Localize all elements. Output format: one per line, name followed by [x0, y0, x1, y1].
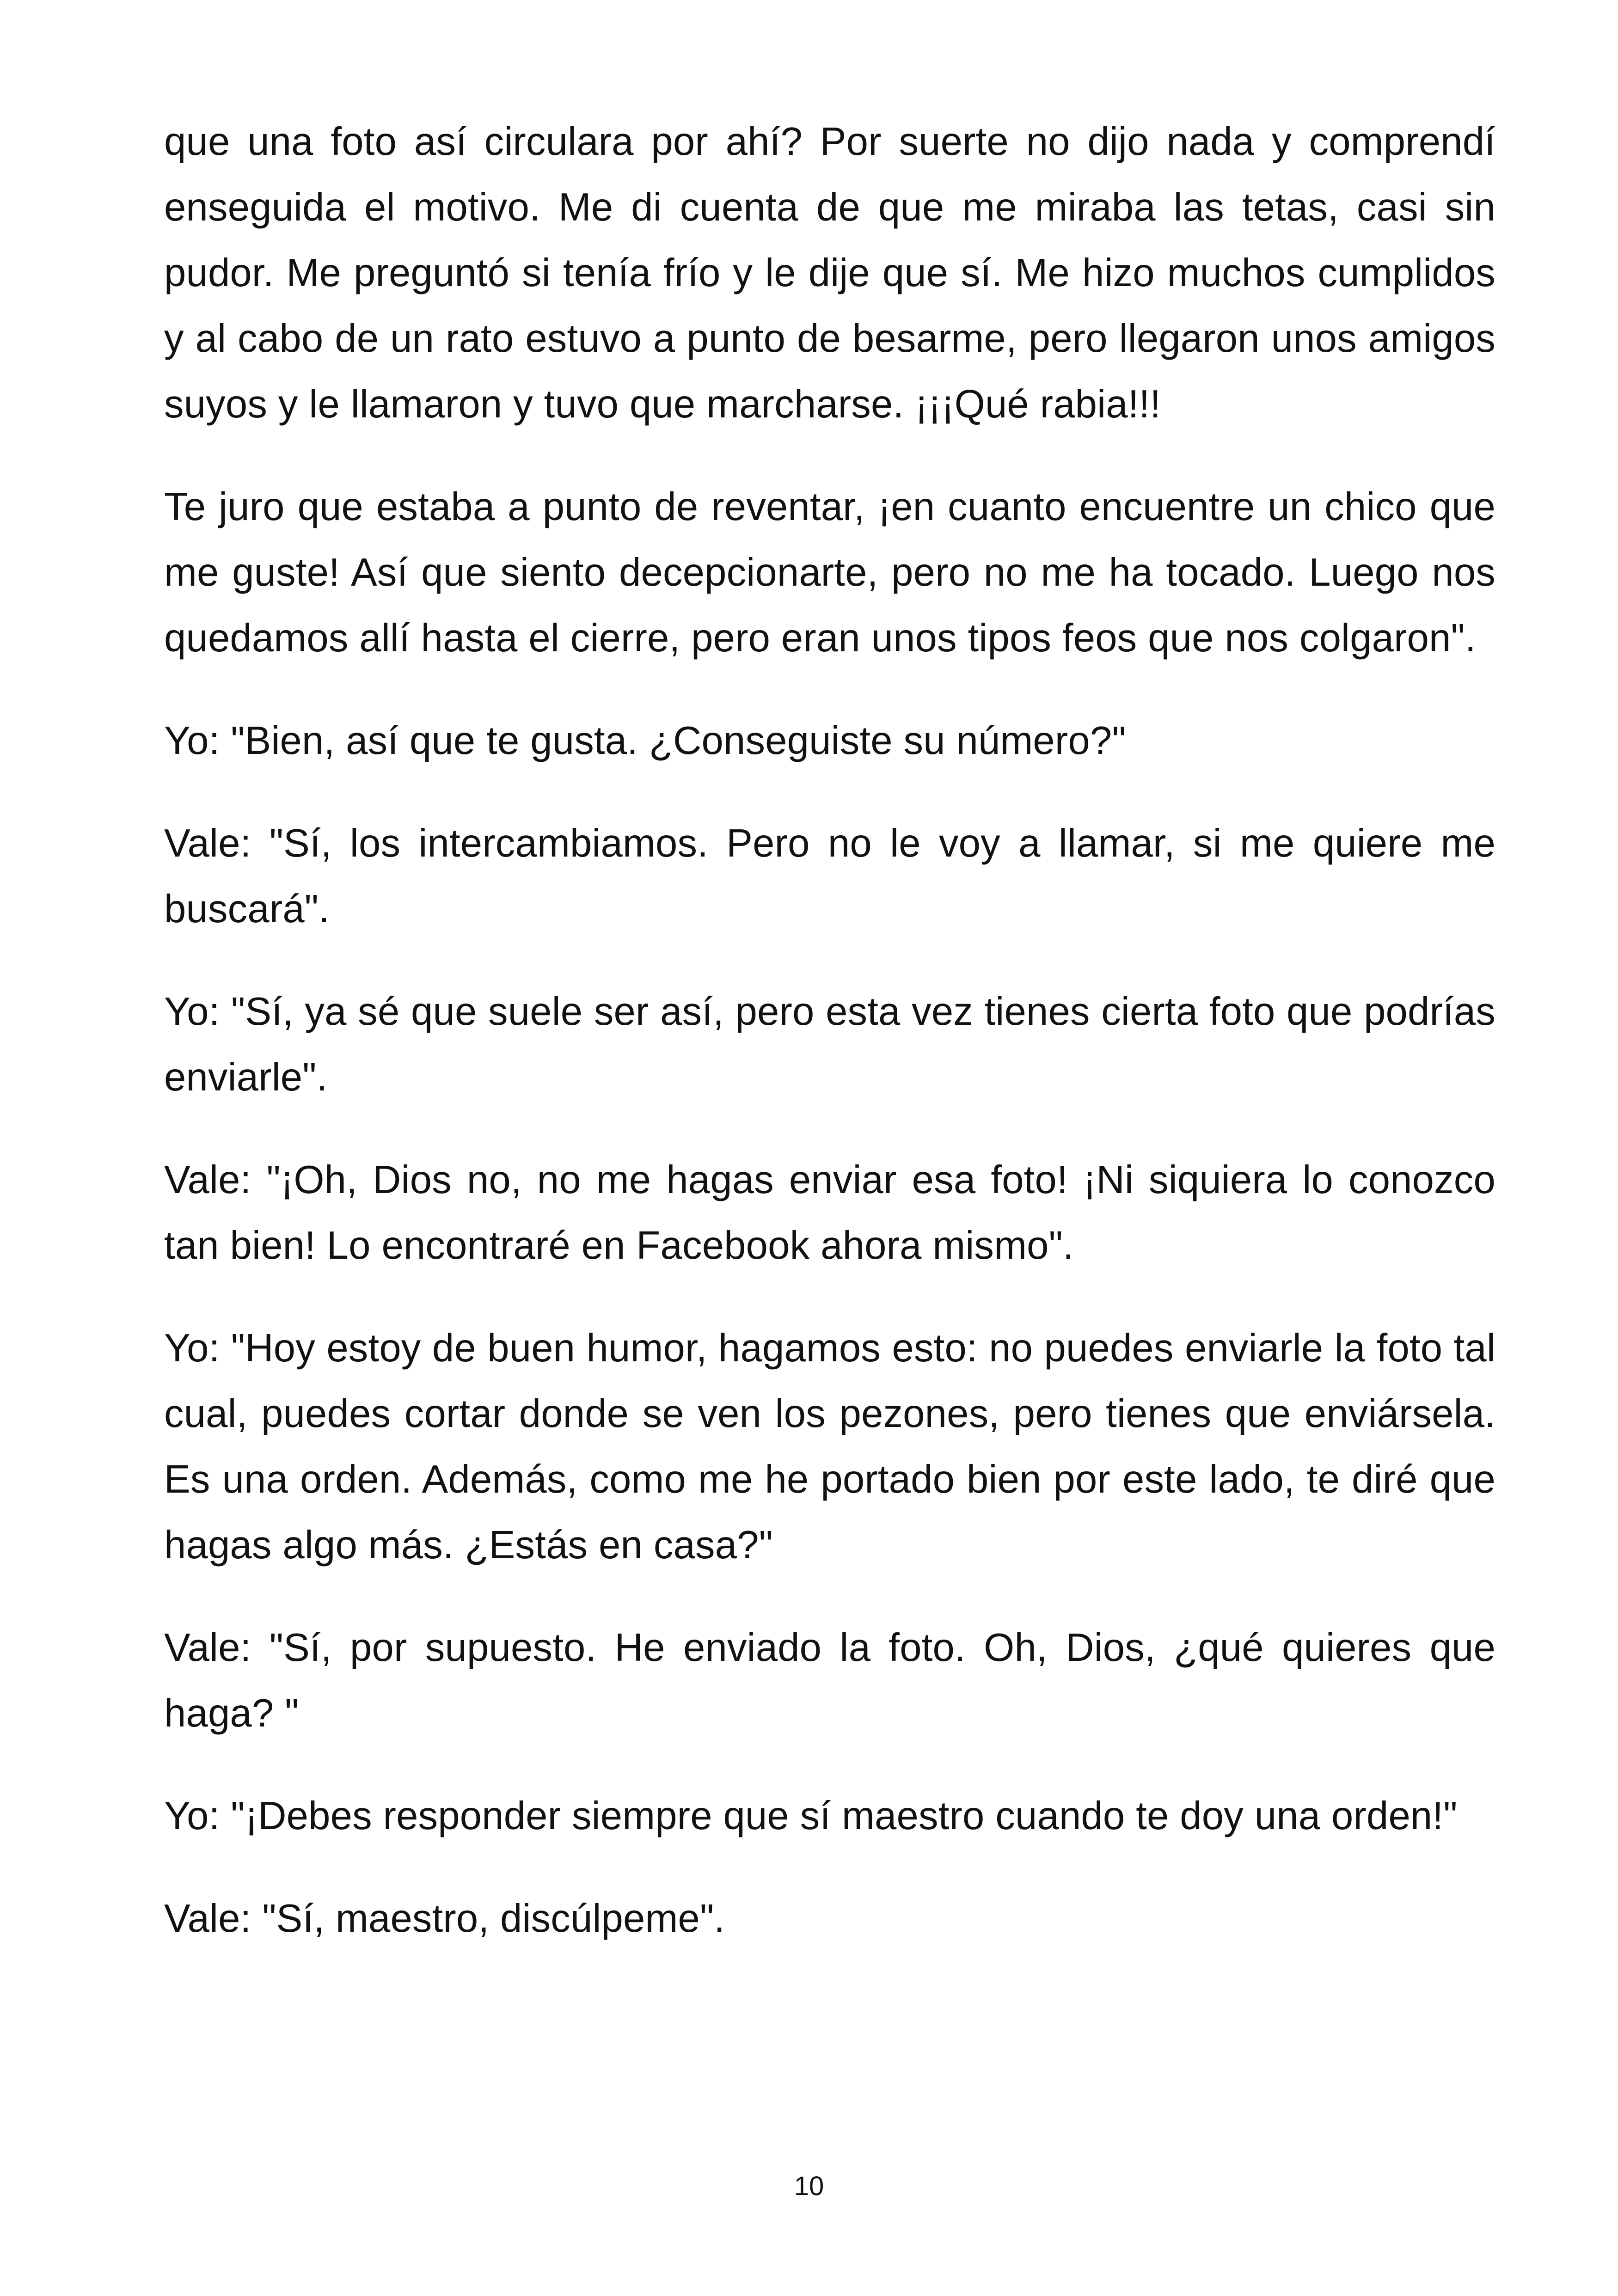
paragraph-8: Vale: "Sí, por supuesto. He enviado la foto. Oh, Dios, ¿qué quieres que haga? " [164, 1626, 1495, 1735]
paragraph-2: Te juro que estaba a punto de reventar, ¡en cuanto encuentre un chico que me guste! Así que siento decepcionarte, pero no me ha tocado. Luego nos quedamos allí hasta el cierre, pero eran unos tipos feos que nos colgaron". [164, 485, 1495, 660]
paragraph-5: Yo: "Sí, ya sé que suele ser así, pero esta vez tienes cierta foto que podrías enviarle". [164, 990, 1495, 1099]
page-number: 10 [794, 2171, 824, 2201]
paragraph-1: que una foto así circulara por ahí? Por suerte no dijo nada y comprendí enseguida el motivo. Me di cuenta de que me miraba las tetas, casi sin pudor. Me preguntó si tenía frío y le dije que sí. Me hizo muchos cumplidos y al cabo de un rato estuvo a punto de besarme, pero llegaron unos amigos suyos y le llamaron y tuvo que marcharse. ¡¡¡Qué rabia!!! [164, 120, 1495, 426]
page-body [164, 109, 1495, 1952]
paragraph-10: Vale: "Sí, maestro, discúlpeme". [164, 1897, 725, 1941]
paragraph-3: Yo: "Bien, así que te gusta. ¿Conseguiste su número?" [164, 719, 1126, 763]
paragraph-6: Vale: "¡Oh, Dios no, no me hagas enviar esa foto! ¡Ni siquiera lo conozco tan bien! Lo encontraré en Facebook ahora mismo". [164, 1158, 1495, 1267]
paragraph-4: Vale: "Sí, los intercambiamos. Pero no le voy a llamar, si me quiere me buscará". [164, 821, 1495, 931]
paragraph-7: Yo: "Hoy estoy de buen humor, hagamos esto: no puedes enviarle la foto tal cual, puedes cortar donde se ven los pezones, pero tienes que enviársela. Es una orden. Además, como me he portado bien por este lado, te diré que hagas algo más. ¿Estás en casa?" [164, 1326, 1495, 1567]
paragraph-9: Yo: "¡Debes responder siempre que sí maestro cuando te doy una orden!" [164, 1794, 1458, 1838]
